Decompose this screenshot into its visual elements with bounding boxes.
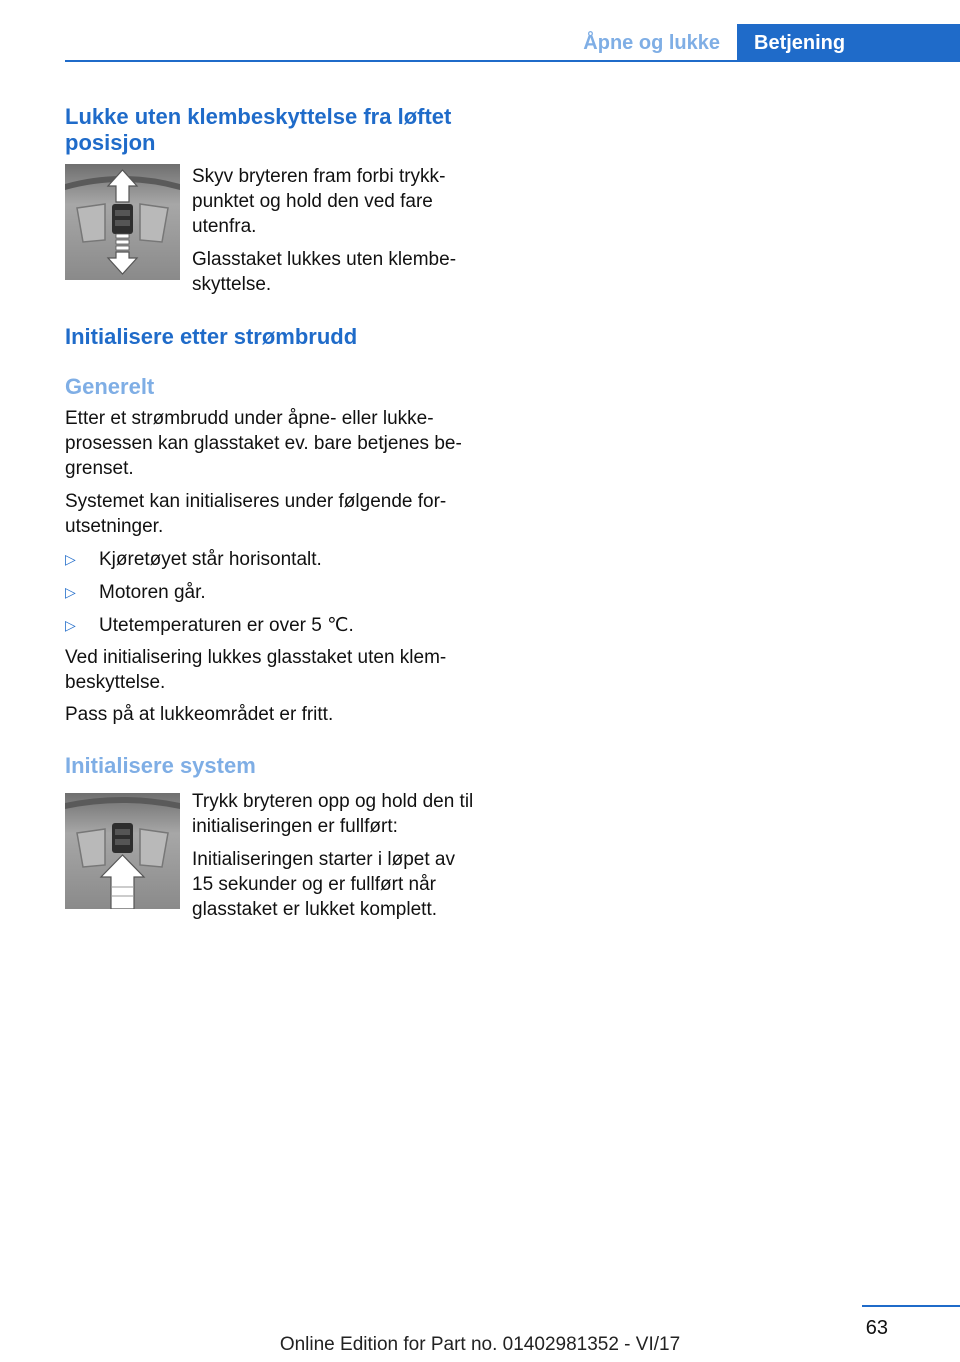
paragraph: Skyv bryteren fram forbi trykkpunktet og hold den ved fare utenfra. [192, 166, 446, 237]
section-heading-initialize-after-power-loss: Initialisere etter strømbrudd [65, 324, 358, 349]
bullet-triangle-icon: ▷ [65, 584, 76, 600]
figure-row-close [65, 164, 480, 297]
subheading-initialize-system: Initialisere system [65, 753, 256, 778]
figure-text-close [192, 164, 480, 297]
section-heading-close-without-pinch: Lukke uten klembeskyttelse fra løftet posisjon [65, 104, 452, 155]
paragraph: Pass på at lukkeområdet er fritt. [65, 704, 334, 725]
header-chapter-tab: Betjening [737, 24, 960, 62]
page-number-rule [862, 1305, 960, 1307]
paragraph: Ved initialisering lukkes glasstaket uten klembeskyttelse. [65, 647, 447, 693]
roof-switch-up-figure [65, 793, 180, 909]
paragraph: Systemet kan initialiseres under følgende forutsetninger. [65, 491, 447, 537]
roof-switch-forward-figure [65, 164, 180, 280]
paragraph: Etter et strømbrudd under åpne- eller lukkeprosessen kan glasstaket ev. bare betjenes begrenset. [65, 408, 462, 479]
page-number: 63 [865, 1317, 888, 1339]
list-item: ▷ Kjøretøyet står horisontalt. [65, 549, 322, 570]
paragraph: Glasstaket lukkes uten klembeskyttelse. [192, 249, 457, 295]
list-item: ▷ Utetemperaturen er over 5 ℃. [65, 615, 354, 636]
bullet-triangle-icon: ▷ [65, 551, 76, 567]
figure-row-initialize [65, 789, 480, 922]
roof-switch-up-icon [65, 793, 180, 909]
page-content [65, 104, 480, 922]
header-section-title: Åpne og lukke [583, 32, 720, 54]
figure-text-initialize [192, 789, 480, 922]
edition-footer: Online Edition for Part no. 01402981352 - VI/17 [279, 1334, 681, 1355]
paragraph: Trykk bryteren opp og hold den til initialiseringen er fullført: [192, 791, 474, 837]
subheading-general: Generelt [65, 374, 155, 399]
conditions-list [65, 547, 480, 638]
header-rule [65, 60, 960, 62]
roof-switch-forward-icon [65, 164, 180, 280]
bullet-triangle-icon: ▷ [65, 617, 76, 633]
list-item: ▷ Motoren går. [65, 582, 206, 603]
paragraph: Initialiseringen starter i løpet av 15 sekunder og er fullført når glasstaket er lukket komplett. [192, 849, 455, 920]
